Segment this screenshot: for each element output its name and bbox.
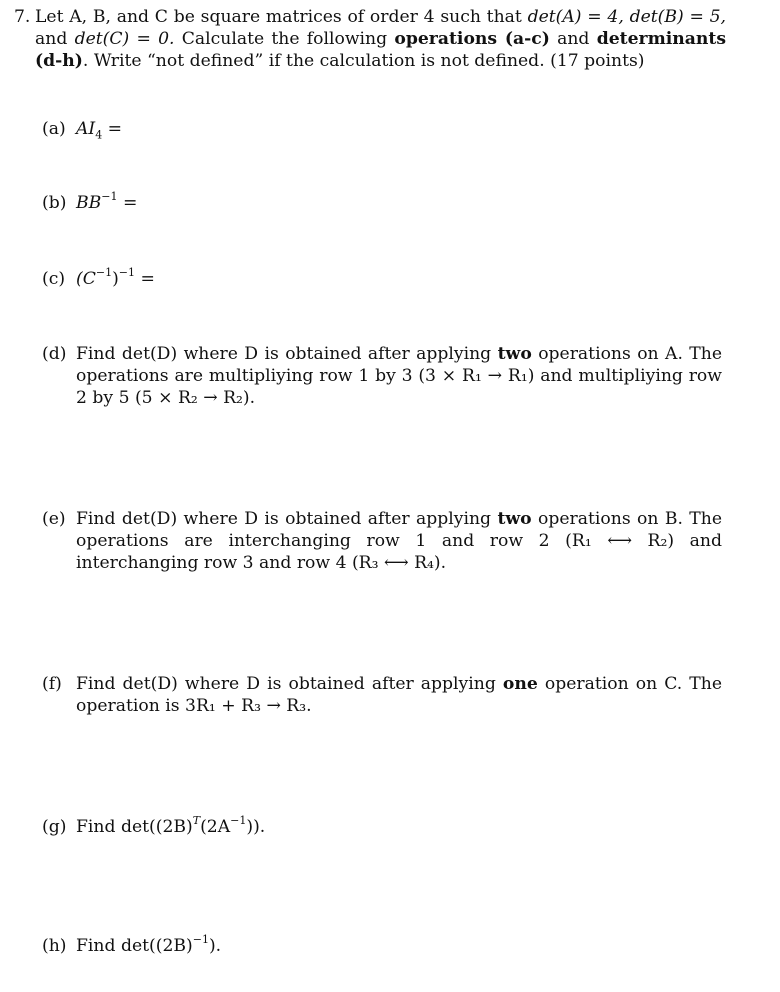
question-intro [14,6,726,72]
part-g-text-2: (2A [200,817,231,837]
part-e-bold: two [497,509,532,529]
part-c [42,268,722,290]
part-a-eq: = [107,119,123,139]
part-h-label: (h) [42,936,67,956]
part-a [42,118,722,140]
part-c-sup-outer: −1 [118,266,136,280]
intro-text-1: Let A, B, and C be square matrices of order 4 such that [35,7,522,27]
intro-detB: det(B) = 5, [629,7,726,27]
part-h-text-1: Find det((2B) [76,936,193,956]
part-c-eq: = [140,269,155,289]
part-f-text-2: operation on C. The operation is 3R₁ + R₃ → R₃. [76,674,723,716]
part-b-label: (b) [42,193,67,213]
part-b-text [76,192,722,214]
part-a-sub: 4 [95,128,103,142]
part-e [42,508,722,574]
part-a-label: (a) [42,119,66,139]
part-f-text-1: Find det(D) where D is obtained after applying [76,674,496,694]
part-g-text-1: Find det((2B) [76,817,193,837]
part-b [42,192,722,214]
part-g-text-3: )). [246,817,266,837]
part-h-text-2: ). [208,936,222,956]
part-c-open: (C [76,269,96,289]
intro-operations: operations (a-c) [394,29,550,49]
part-b-expr: BB [76,193,102,213]
question-text: Let A, B, and C be square matrices of order 4 such that det(A) = 4, det(B) = 5, and det(C) = 0. Calculate the following operations (a-c) and determinants (d-h). Write “not defined” if the calculation is not defined. (17 points) [35,7,727,71]
part-e-label: (e) [42,509,66,529]
part-g-sup-1: T [192,814,201,828]
part-e-text [76,508,722,574]
part-g-label: (g) [42,817,67,837]
part-g-text [76,816,722,838]
part-g-sup-2: −1 [230,814,247,828]
part-a-expr: AI [76,119,96,139]
part-d-text-1: Find det(D) where D is obtained after applying [76,344,492,364]
part-h-text [76,935,722,957]
intro-determinants: determinants (d-h) [35,29,727,71]
part-h-sup-1: −1 [192,933,209,947]
intro-detC: det(C) = 0. [74,29,175,49]
part-d [42,343,722,409]
part-a-text [76,118,722,140]
part-c-close: ) [112,269,119,289]
part-e-text-1: Find det(D) where D is obtained after applying [76,509,492,529]
part-d-bold: two [497,344,532,364]
intro-text-2a: and [35,29,68,49]
part-c-sup-inner: −1 [95,266,113,280]
question-number: 7. [14,7,31,27]
part-e-text-2: operations on B. The operations are interchanging row 1 and row 2 (R₁ ⟷ R₂) and interchanging row 3 and row 4 (R₃ ⟷ R₄). [76,509,723,573]
part-f-bold: one [502,674,538,694]
part-b-eq: = [122,193,138,213]
part-h [42,935,722,957]
part-d-text [76,343,722,409]
intro-and: and [557,29,590,49]
part-c-text [76,268,722,290]
part-g [42,816,722,838]
part-f-text [76,673,722,717]
part-c-label: (c) [42,269,66,289]
part-f [42,673,722,717]
part-d-label: (d) [42,344,67,364]
part-b-sup: −1 [101,190,118,204]
intro-text-2b: Calculate the following [181,29,388,49]
intro-text-3: Write “not defined” if the calculation is not defined. (17 points) [93,51,645,71]
intro-detA: det(A) = 4, [527,7,624,27]
part-d-text-2: operations on A. The operations are multipliying row 1 by 3 (3 × R₁ → R₁) and multipliying row 2 by 5 (5 × R₂ → R₂). [76,344,723,408]
part-f-label: (f) [42,674,62,694]
